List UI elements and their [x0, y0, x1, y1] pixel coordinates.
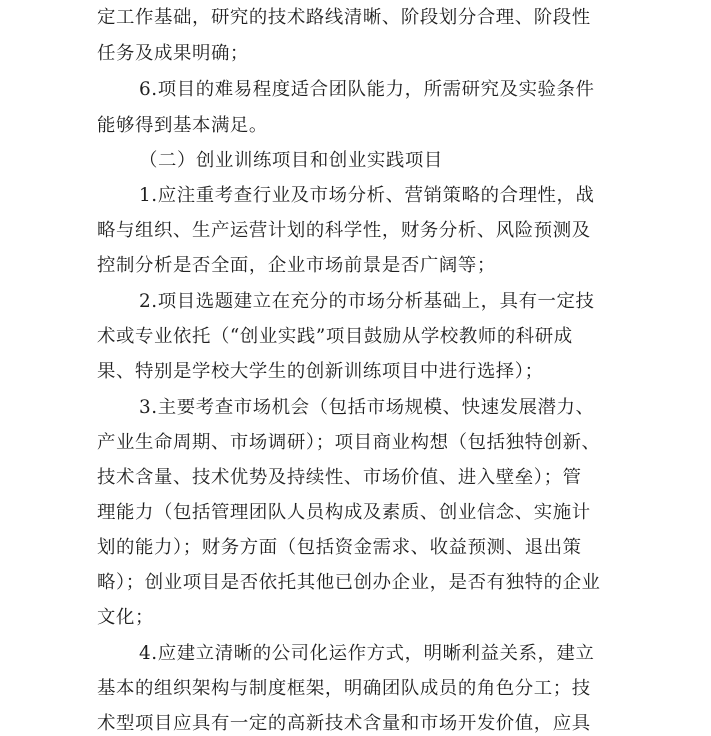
text-line: 技术含量、技术优势及持续性、市场价值、进入壁垒）；管	[97, 467, 582, 488]
text-line: 划的能力）；财务方面（包括资金需求、收益预测、退出策	[97, 537, 582, 558]
paragraph-first-line: 4.应建立清晰的公司化运作方式，明晰利益关系，建立	[139, 643, 595, 664]
text-line: 术型项目应具有一定的高新技术含量和市场开发价值，应具	[97, 713, 591, 734]
text-line: 略）；创业项目是否依托其他已创办企业，是否有独特的企业	[97, 572, 601, 593]
paragraph-first-line: 3.主要考查市场机会（包括市场规模、快速发展潜力、	[139, 397, 595, 418]
text-line: 果、特别是学校大学生的创新训练项目中进行选择）；	[97, 361, 544, 382]
section-heading: （二）创业训练项目和创业实践项目	[139, 150, 443, 171]
text-line: 产业生命周期、市场调研）；项目商业构想（包括独特创新、	[97, 432, 601, 453]
text-line: 控制分析是否全面，企业市场前景是否广阔等；	[97, 255, 496, 276]
text-line: 文化；	[97, 607, 154, 628]
text-line: 能够得到基本满足。	[97, 115, 268, 136]
paragraph-first-line: 2.项目选题建立在充分的市场分析基础上，具有一定技	[139, 291, 595, 312]
text-line: 任务及成果明确；	[97, 43, 249, 64]
paragraph-first-line: 1.应注重考查行业及市场分析、营销策略的合理性，战	[139, 185, 595, 206]
paragraph-first-line: 6.项目的难易程度适合团队能力，所需研究及实验条件	[139, 79, 595, 100]
text-line: 术或专业依托（“创业实践”项目鼓励从学校教师的科研成	[97, 326, 573, 347]
text-line: 略与组织、生产运营计划的科学性，财务分析、风险预测及	[97, 220, 591, 241]
text-line: 理能力（包括管理团队人员构成及素质、创业信念、实施计	[97, 502, 591, 523]
text-line: 基本的组织架构与制度框架，明确团队成员的角色分工；技	[97, 678, 591, 699]
text-line: 定工作基础，研究的技术路线清晰、阶段划分合理、阶段性	[97, 7, 591, 28]
